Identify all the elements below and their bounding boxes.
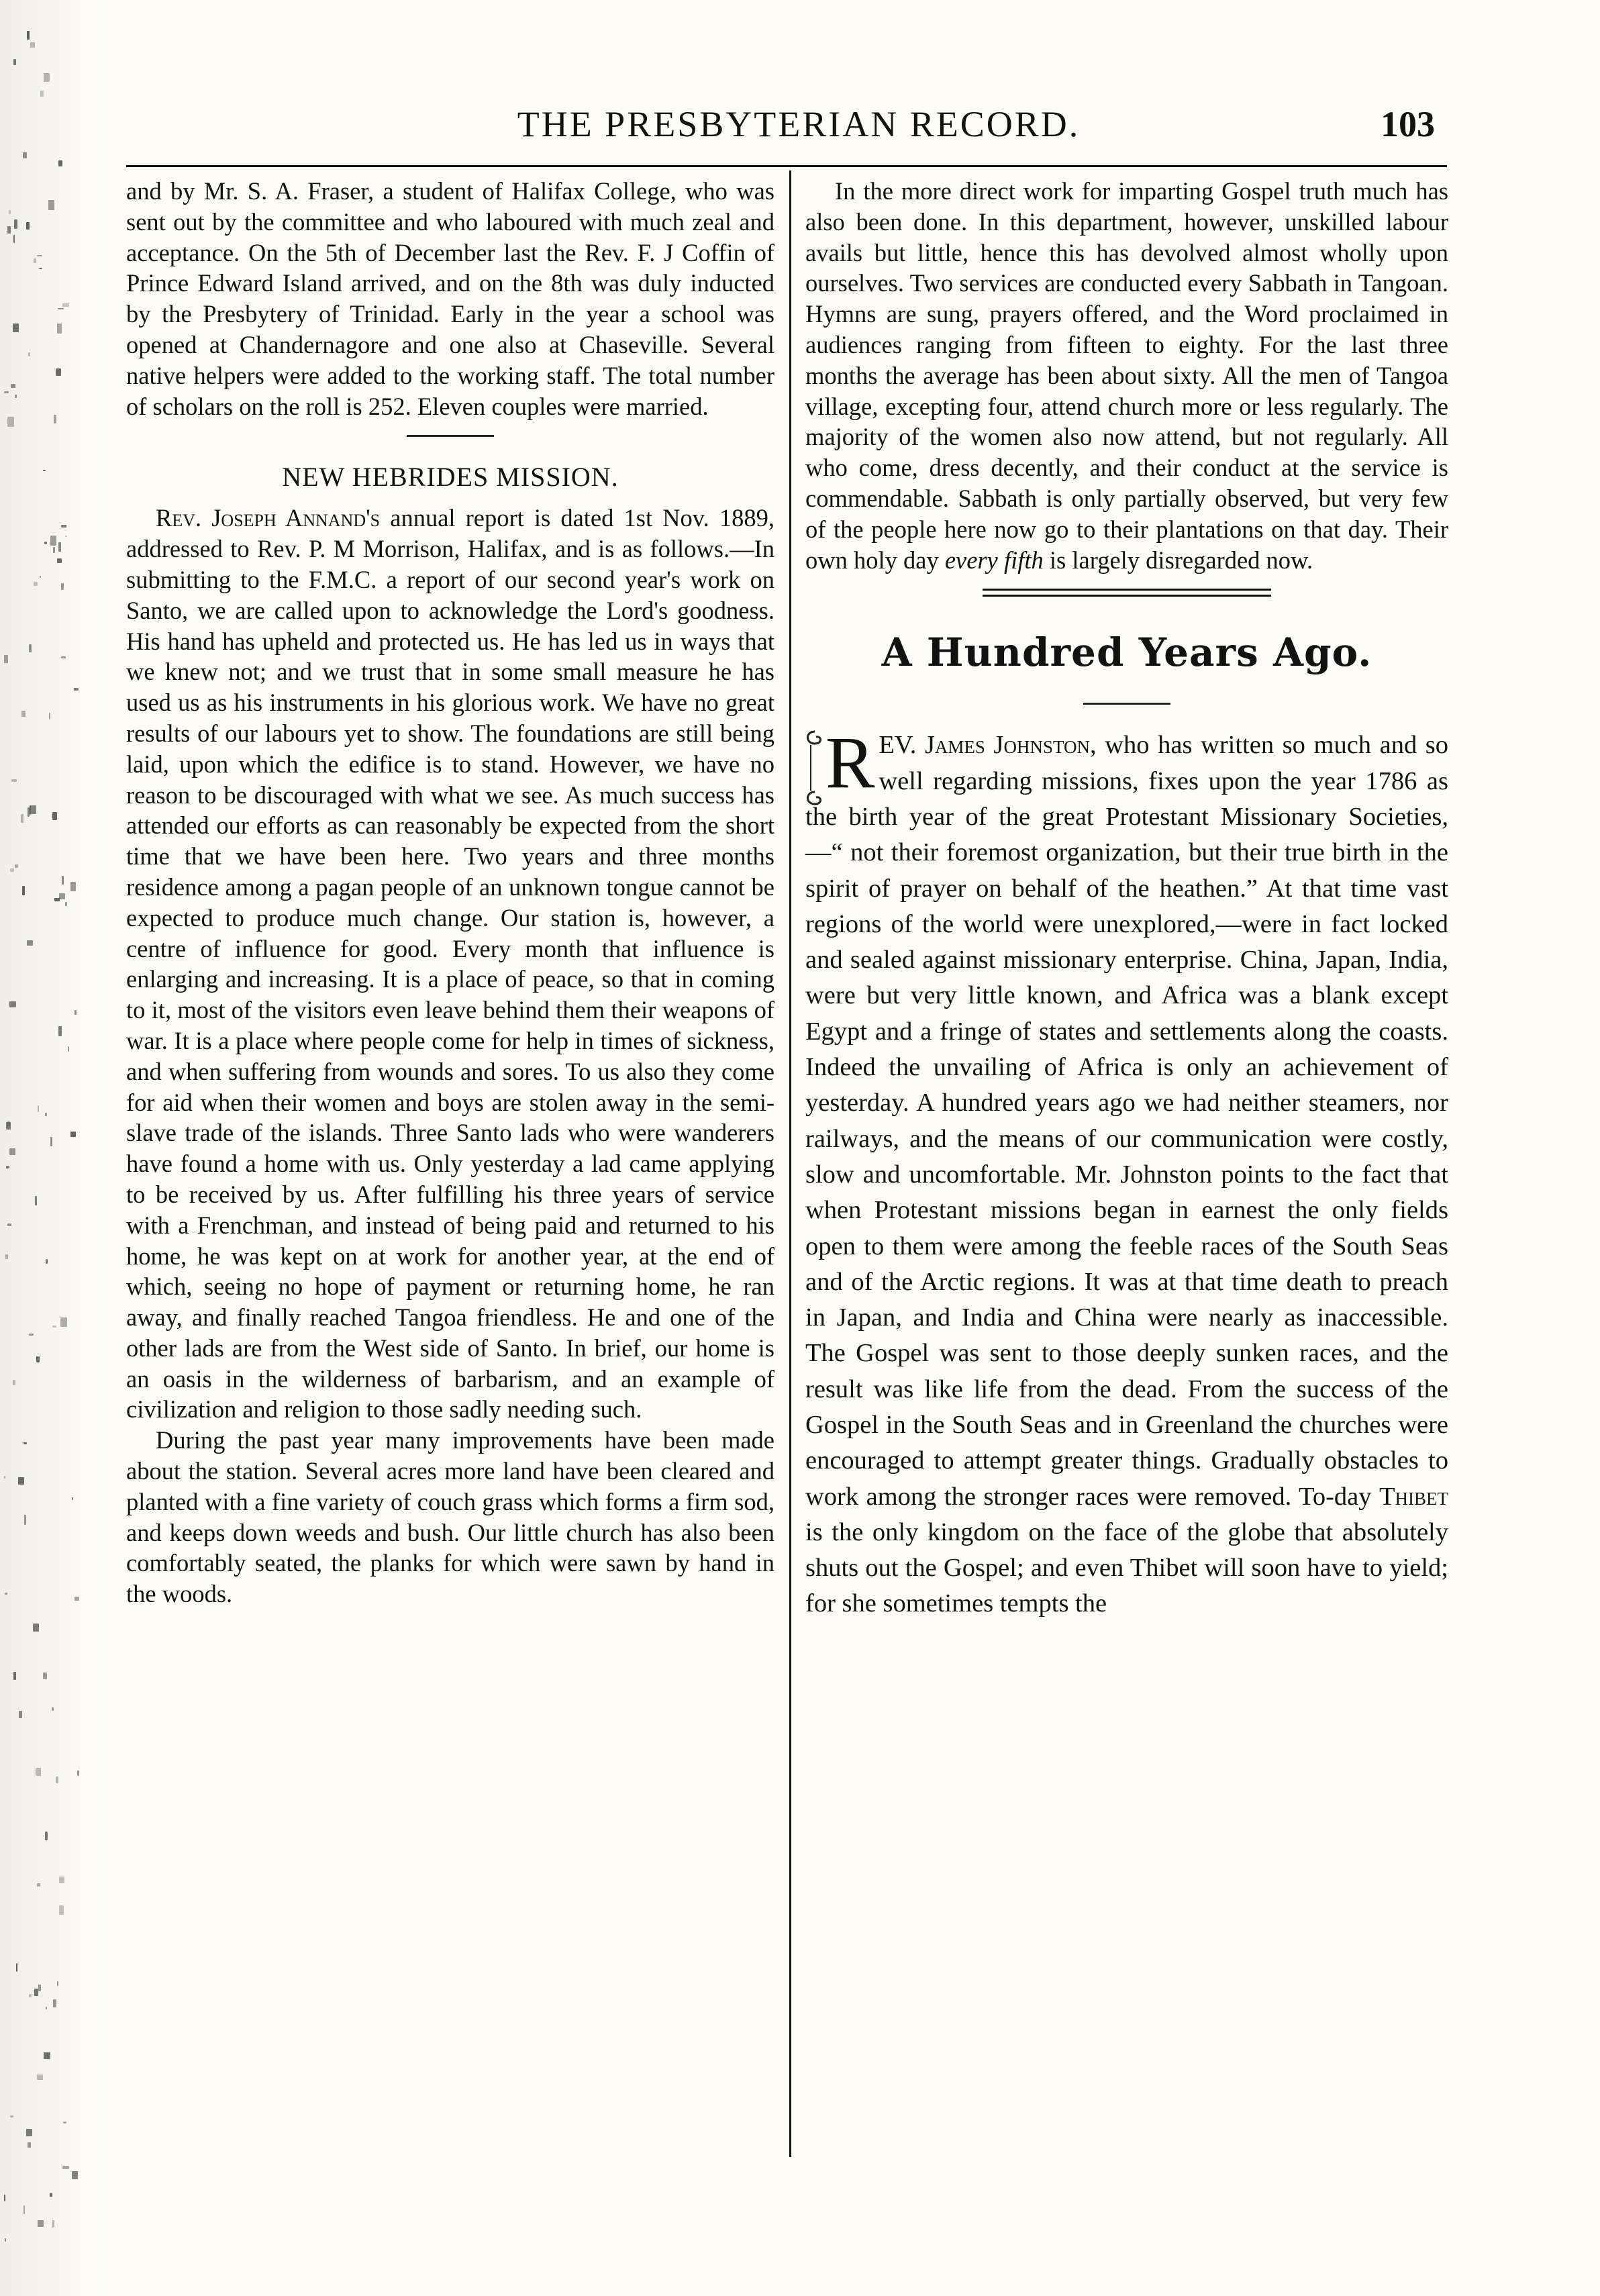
edge-speck [52, 1707, 54, 1711]
edge-speck [23, 1442, 27, 1444]
edge-speck [16, 1963, 17, 1972]
feature-lead: EV. James Johnston, [879, 731, 1097, 760]
edge-speck [48, 200, 54, 210]
edge-speck [30, 42, 35, 48]
edge-speck [27, 940, 33, 946]
right-column [805, 176, 1448, 1622]
page-number: 103 [1381, 104, 1435, 144]
edge-speck [27, 31, 30, 40]
edge-speck [59, 1877, 64, 1883]
report-body: annual report is dated 1st Nov. 1889, addressed to Rev. P. M Morrison, Halifax, and is as follows.—In submitting to the F.M.C. a report of our second year's work on Santo, we are called upon to acknowledge the Lord's goodness. His hand has upheld and protected us. He has led us in ways that we knew not; and we trust that in some small measure he has used us as his instruments in his glorious work. We have no great results of our labours yet to show. The foundations are still being laid, upon which the edifice is to stand. However, we have no reason to be discouraged with what we see. As much success has attended our efforts as can reasonably be expected from the short time that we have been here. Two years and three months residence among a pagan people of an unknown tongue cannot be expected to produce much change. Our station is, however, a centre of influence for good. Every month that influence is enlarging and increasing. It is a place of peace, so that in coming to it, most of the visitors even leave behind them their weapons of war. It is a place where people come for help in times of sickness, and when suffering from wounds and sores. To us also they come for aid when their women and boys are stolen away in the semi-slave trade of the islands. Three Santo lads who were wanderers have found a home with us. Only yesterday a lad came applying to be received by us. After fulfilling his three years of service with a Frenchman, and instead of being paid and returned to his home, he was kept on at work for another year, at the end of which, seeing no hope of payment or returning home, he ran away, and finally reached Tangoa friendless. He and one of the other lads are from the West side of Santo. In brief, our home is an oasis in the wilderness of barbarism, and an example of civilization and religion to those sadly needing such. [126, 504, 775, 1424]
edge-speck [44, 2052, 50, 2059]
edge-speck [13, 59, 16, 65]
edge-speck [15, 864, 18, 868]
edge-speck [45, 1832, 48, 1840]
edge-speck [21, 711, 26, 717]
edge-speck [37, 2075, 43, 2080]
edge-speck [34, 1989, 38, 1996]
edge-speck [40, 91, 44, 97]
work-text-end: is largely disregarded now. [1049, 546, 1313, 574]
edge-speck [33, 1624, 39, 1632]
column-rule [789, 170, 791, 2157]
section-divider [407, 435, 494, 437]
edge-speck [62, 303, 69, 307]
edge-speck [61, 525, 66, 528]
scroll-ornament-icon [801, 728, 828, 808]
edge-speck [68, 1046, 69, 1052]
edge-speck [52, 1326, 56, 1328]
edge-speck [24, 1515, 26, 1525]
improvements-paragraph: During the past year many improvements have been made about the station. Several acres more land have been cleared and planted with a fine variety of couch grass which forms a firm sod, and keeps down weeds and bush. Our little church has also been comfortably seated, the planks for which were sawn by hand in the woods. [126, 1426, 774, 1608]
work-paragraph [805, 176, 1448, 575]
edge-speck [38, 2220, 44, 2227]
edge-speck [70, 882, 76, 891]
edge-speck [9, 1001, 16, 1007]
left-column [126, 176, 774, 1609]
edge-speck [13, 1380, 15, 1385]
edge-speck [46, 2007, 47, 2009]
header-rule [126, 165, 1447, 167]
edge-speck [58, 1026, 62, 1036]
edge-speck [30, 805, 36, 814]
edge-speck [15, 395, 17, 398]
edge-speck [29, 1334, 34, 1336]
edge-speck [74, 1010, 77, 1015]
report-paragraph [126, 503, 774, 1425]
edge-speck [28, 352, 30, 356]
feature-text-end: is the only kingdom on the face of the globe that absolutely shuts out the Gospel; and even Thibet will soon have to yield; for she sometimes tempts the [805, 1517, 1448, 1618]
edge-speck [35, 1196, 37, 1205]
feature-body [805, 721, 1449, 1621]
edge-speck [72, 1497, 73, 1500]
edge-speck [39, 268, 42, 269]
edge-speck [56, 1777, 58, 1783]
edge-speck [72, 2171, 78, 2179]
edge-speck [38, 1985, 41, 1991]
edge-speck [58, 160, 62, 166]
edge-speck [11, 779, 17, 782]
edge-speck [77, 1770, 79, 1776]
edge-speck [43, 1673, 47, 1679]
edge-speck [57, 1981, 58, 1986]
edge-speck [63, 2122, 66, 2124]
edge-speck [34, 258, 36, 263]
edge-speck [23, 2205, 25, 2214]
edge-speck [14, 219, 17, 229]
edge-speck [19, 1711, 22, 1718]
edge-speck [40, 576, 41, 578]
work-text-italic: every fifth [944, 546, 1044, 574]
edge-speck [50, 1137, 52, 1146]
edge-speck [54, 415, 56, 423]
edge-speck [62, 2166, 69, 2169]
edge-speck [59, 1905, 64, 1915]
edge-speck [46, 1259, 48, 1264]
intro-paragraph: and by Mr. S. A. Fraser, a student of Halifax College, who was sent out by the committee and who laboured with much zeal and acceptance. On the 5th of December last the Rev. F. J Coffin of Prince Edward Island arrived, and on the 8th was duly inducted by the Presbytery of Trinidad. Early in the year a school was opened at Chandernagore and one also at Chaseville. Several native helpers were added to the working staff. The total number of scholars on the roll is 252. Eleven couples were married. [126, 177, 774, 420]
edge-speck [52, 2220, 54, 2228]
edge-speck [37, 255, 42, 256]
feature-title-rule [1083, 703, 1170, 705]
edge-speck [13, 235, 15, 243]
work-text-start: In the more direct work for imparting Gospel truth much has also been done. In this department, however, unskilled labour avails but little, hence this has devolved almost wholly upon ourselves. Two services are conducted every Sabbath in Tangoan. Hymns are sung, prayers offered, and the Word proclaimed in audiences ranging from fifteen to eighty. For the last three months the average has been about sixty. All the men of Tangoa village, excepting four, attend church more or less regularly. The majority of the women also now attend, but not regularly. All who come, dress decently, and their conduct at the service is commendable. Sabbath is only partially observed, but very few of the people here now go to their plantations on that day. Their own holy day [805, 177, 1448, 574]
edge-speck [49, 713, 50, 719]
edge-speck [6, 1166, 9, 1168]
edge-speck [57, 558, 62, 563]
journal-title: THE PRESBYTERIAN RECORD. [517, 104, 1081, 144]
edge-speck [74, 688, 79, 691]
edge-speck [26, 222, 30, 230]
edge-speck [74, 1597, 79, 1601]
feature-text: who has written so much and so well regarding missions, fixes upon the year 1786 as the birth year of the great Protestant Missionary Societies, —“ not their foremost organization, but their true birth in the spirit of prayer on behalf of the heathen.” At that time vast regions of the world were unexplored,—were in fact locked and sealed against missionary enterprise. China, Japan, India, were but very little known, and Africa was a blank except Egypt and a fringe of states and settlements along the coasts. Indeed the unvailing of Africa is only an achievement of yesterday. A hundred years ago we had neither steamers, nor railways, and the means of our communication were costly, slow and uncomfortable. Mr. Johnston points to the fact that when Protestant missions began in earnest the only fields open to them were among the feeble races of the South Seas and of the Arctic regions. It was at that time death to preach in Japan, and India and China were nearly as inaccessible. The Gospel was sent to those deeply sunken races, and the result was like life from the dead. From the success of the Gospel in the South Seas and in Greenland the churches were encouraged to attempt greater things. Gradually obstacles to work among the stronger races were removed. To-day [805, 731, 1449, 1511]
edge-speck [52, 812, 57, 820]
edge-speck [13, 323, 19, 332]
edge-speck [5, 2238, 6, 2242]
edge-speck [53, 1999, 56, 2007]
edge-speck [34, 582, 38, 586]
edge-speck [4, 655, 8, 663]
edge-speck [5, 1593, 7, 1595]
edge-speck [5, 1254, 8, 1259]
edge-speck [44, 73, 50, 82]
feature-title: A Hundred Years Ago. [881, 630, 1372, 676]
edge-speck [18, 1477, 24, 1485]
edge-speck [38, 1105, 39, 1112]
edge-speck [4, 1476, 5, 1479]
edge-speck [65, 902, 67, 906]
edge-speck [50, 536, 56, 546]
edge-speck [4, 2195, 5, 2201]
section-heading: NEW HEBRIDES MISSION. [282, 462, 619, 493]
edge-speck [22, 886, 25, 895]
edge-speck [7, 1224, 11, 1226]
edge-speck [62, 876, 64, 885]
double-rule-divider [983, 589, 1271, 597]
edge-speck [10, 868, 14, 872]
edge-speck [61, 656, 66, 658]
edge-speck [36, 1356, 40, 1362]
tibet-name: Thibet [1379, 1482, 1449, 1511]
edge-speck [7, 417, 14, 427]
edge-speck [57, 323, 62, 334]
edge-speck [53, 547, 55, 553]
report-lead: Rev. Joseph Annand's [156, 504, 381, 532]
edge-speck [11, 384, 15, 388]
edge-speck [21, 814, 23, 823]
feature-paragraph [805, 721, 1449, 1621]
edge-speck [36, 1768, 41, 1776]
edge-speck [44, 542, 47, 544]
drop-cap: R [826, 721, 875, 804]
edge-speck [60, 1317, 67, 1327]
edge-speck [9, 1148, 15, 1155]
edge-speck [50, 2193, 52, 2197]
edge-speck [29, 1994, 32, 1997]
edge-speck [37, 1883, 40, 1887]
edge-speck [58, 308, 64, 309]
edge-speck [13, 1672, 16, 1680]
edge-speck [65, 536, 67, 537]
edge-speck [28, 2142, 31, 2148]
edge-speck [7, 226, 11, 234]
edge-speck [43, 470, 46, 471]
edge-speck [45, 1113, 47, 1116]
edge-speck [4, 391, 9, 393]
edge-speck [58, 542, 61, 552]
edge-speck [6, 1122, 11, 1130]
edge-speck [70, 1132, 76, 1137]
edge-speck [29, 644, 32, 652]
edge-speck [10, 2115, 13, 2117]
edge-speck [9, 210, 11, 214]
edge-speck [56, 368, 61, 376]
edge-speck [26, 2129, 32, 2136]
edge-speck [59, 893, 65, 899]
edge-speck [61, 583, 64, 590]
running-head [0, 101, 1600, 161]
